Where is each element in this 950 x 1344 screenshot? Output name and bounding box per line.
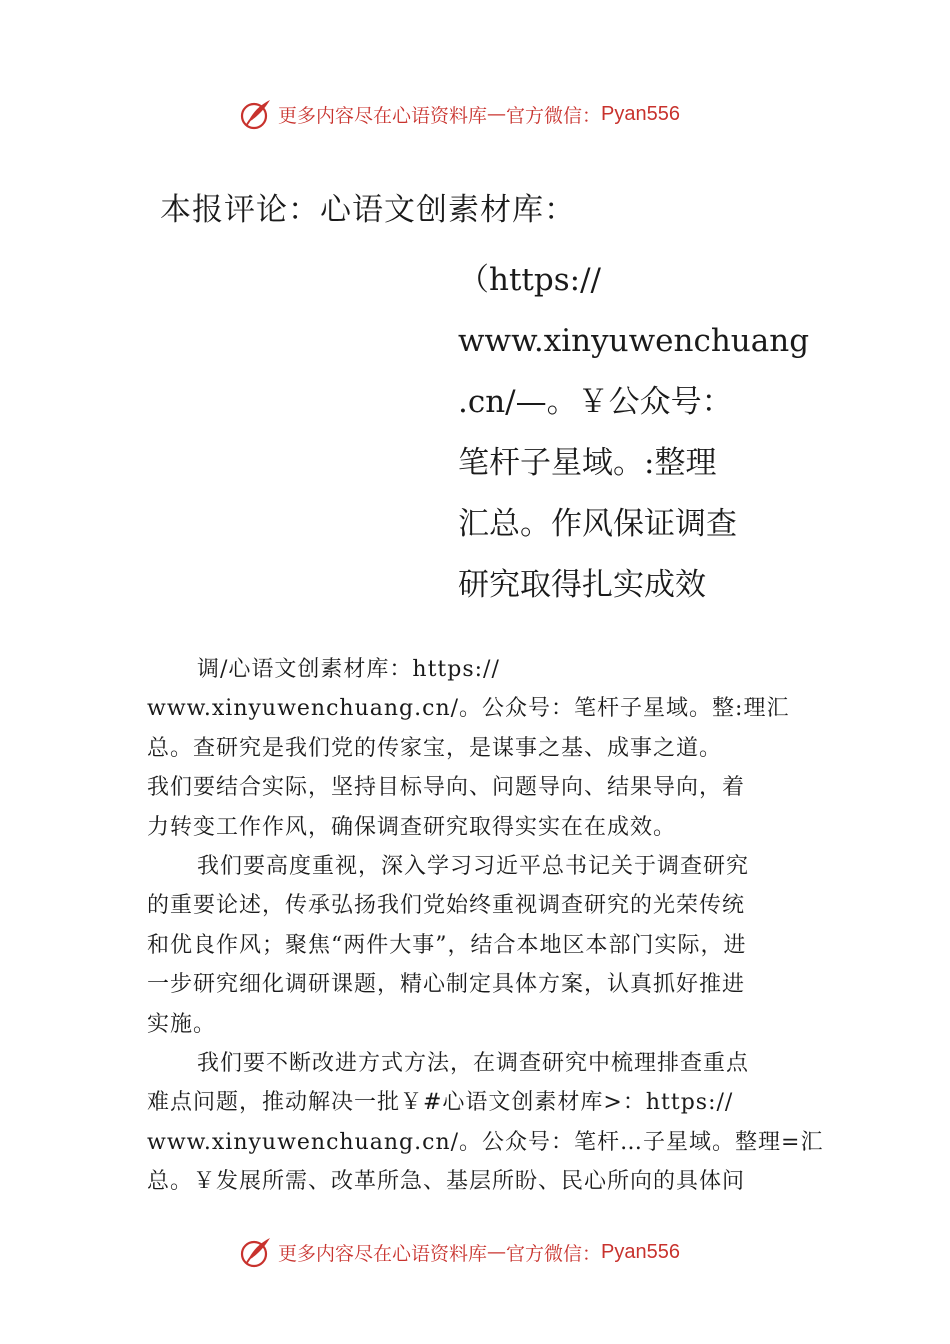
body-line: 我们要结合实际，坚持目标导向、问题导向、结果导向，着 bbox=[147, 775, 746, 801]
body-line: 和优良作风；聚焦“两件大事”，结合本地区本部门实际，进 bbox=[147, 932, 747, 958]
body-line: 总。查研究是我们党的传家宝，是谋事之基、成事之道。 bbox=[147, 735, 723, 761]
title-line: .cn/—。￥公众号： bbox=[458, 384, 733, 420]
title-line: 研究取得扎实成效 bbox=[458, 567, 706, 603]
article-body bbox=[147, 650, 824, 1202]
body-line: 难点问题，推动解决一批￥#心语文创素材库>：https:// bbox=[147, 1090, 734, 1116]
banner-wechat-label: 官方微信： bbox=[506, 1242, 602, 1265]
banner-text: 更多内容尽在心语资料库 bbox=[278, 104, 488, 127]
banner-text: 更多内容尽在心语资料库 bbox=[278, 1242, 488, 1265]
body-line: 我们要高度重视，深入学习习近平总书记关于调查研究 bbox=[197, 854, 750, 880]
body-line: 实施。 bbox=[147, 1011, 217, 1037]
banner-wechat-id: Pyan556 bbox=[601, 1240, 680, 1263]
header-banner bbox=[238, 94, 680, 134]
title-line: （https:// bbox=[458, 262, 601, 298]
title-line: 汇总。作风保证调查 bbox=[458, 506, 737, 542]
body-line: 我们要不断改进方式方法，在调查研究中梳理排查重点 bbox=[197, 1051, 750, 1077]
banner-wechat-label: 官方微信： bbox=[506, 104, 602, 127]
quill-logo-icon bbox=[238, 96, 274, 132]
body-line: www.xinyuwenchuang.cn/。公众号：笔杆…子星域。整理=汇 bbox=[147, 1129, 824, 1155]
banner-dash: — bbox=[487, 1241, 507, 1263]
footer-banner bbox=[238, 1232, 680, 1272]
banner-wechat-id: Pyan556 bbox=[601, 102, 680, 125]
title-line: 笔杆子星域。:整理 bbox=[458, 445, 717, 481]
body-line: 的重要论述，传承弘扬我们党始终重视调查研究的光荣传统 bbox=[147, 893, 746, 919]
banner-dash: — bbox=[487, 103, 507, 125]
body-line: 总。￥发展所需、改革所急、基层所盼、民心所向的具体问 bbox=[147, 1169, 746, 1195]
body-line: 一步研究细化调研课题，精心制定具体方案，认真抓好推进 bbox=[147, 972, 746, 998]
title-line: www.xinyuwenchuang bbox=[458, 323, 810, 359]
body-line: 力转变工作作风，确保调查研究取得实实在在成效。 bbox=[147, 814, 677, 840]
quill-logo-icon bbox=[238, 1234, 274, 1270]
article-title: 本报评论：心语文创素材库： bbox=[160, 192, 576, 228]
body-line: 调/心语文创素材库：https:// bbox=[197, 657, 500, 682]
body-line: www.xinyuwenchuang.cn/。公众号：笔杆子星域。整:理汇 bbox=[147, 696, 790, 722]
article-title-continued bbox=[458, 250, 810, 616]
